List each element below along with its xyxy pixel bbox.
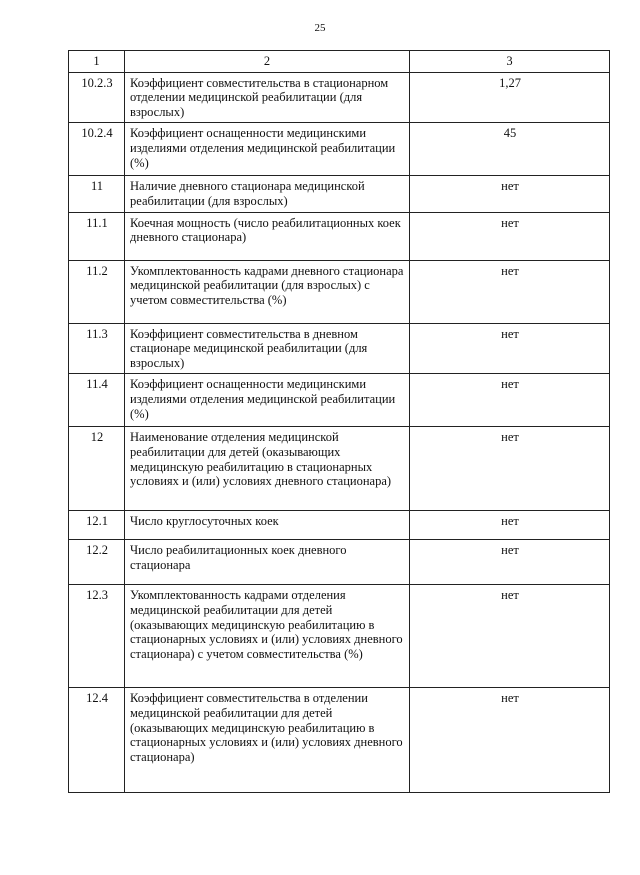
row-value: 1,27 bbox=[410, 72, 610, 123]
table-row bbox=[69, 176, 610, 212]
row-number: 12.2 bbox=[69, 540, 125, 585]
row-value: нет bbox=[410, 540, 610, 585]
row-number: 10.2.3 bbox=[69, 72, 125, 123]
table-row bbox=[69, 323, 610, 374]
row-description: Коэффициент совместительства в стационарном отделении медицинской реабилитации (для взрослых) bbox=[125, 72, 410, 123]
table-row bbox=[69, 688, 610, 793]
row-number: 12 bbox=[69, 427, 125, 511]
row-number: 10.2.4 bbox=[69, 123, 125, 176]
row-number: 11 bbox=[69, 176, 125, 212]
column-header-description: 2 bbox=[125, 51, 410, 73]
row-value: нет bbox=[410, 688, 610, 793]
row-number: 12.4 bbox=[69, 688, 125, 793]
row-number: 12.3 bbox=[69, 585, 125, 688]
table-row bbox=[69, 123, 610, 176]
table-row bbox=[69, 374, 610, 427]
row-value: нет bbox=[410, 511, 610, 540]
row-value: нет bbox=[410, 427, 610, 511]
page-number: 25 bbox=[314, 22, 326, 34]
table-row bbox=[69, 585, 610, 688]
table-header-row bbox=[69, 51, 610, 73]
row-number: 11.3 bbox=[69, 323, 125, 374]
row-description: Коэффициент совместительства в дневном стационаре медицинской реабилитации (для взрослых) bbox=[125, 323, 410, 374]
row-number: 11.2 bbox=[69, 260, 125, 323]
table-row bbox=[69, 72, 610, 123]
table-row bbox=[69, 511, 610, 540]
row-number: 11.1 bbox=[69, 212, 125, 260]
row-description: Коэффициент оснащенности медицинскими изделиями отделения медицинской реабилитации (%) bbox=[125, 123, 410, 176]
row-description: Число круглосуточных коек bbox=[125, 511, 410, 540]
table-row bbox=[69, 212, 610, 260]
row-description: Укомплектованность кадрами отделения медицинской реабилитации для детей (оказывающих медицинскую реабилитацию в стационарных условиях и (или) условиях дневного стационара) с учетом совместительства (%) bbox=[125, 585, 410, 688]
table-row bbox=[69, 427, 610, 511]
row-number: 11.4 bbox=[69, 374, 125, 427]
row-value: нет bbox=[410, 260, 610, 323]
row-description: Коечная мощность (число реабилитационных коек дневного стационара) bbox=[125, 212, 410, 260]
row-value: нет bbox=[410, 176, 610, 212]
column-header-number: 1 bbox=[69, 51, 125, 73]
row-number: 12.1 bbox=[69, 511, 125, 540]
row-description: Коэффициент оснащенности медицинскими изделиями отделения медицинской реабилитации (%) bbox=[125, 374, 410, 427]
row-value: нет bbox=[410, 212, 610, 260]
row-description: Число реабилитационных коек дневного стационара bbox=[125, 540, 410, 585]
row-value: нет bbox=[410, 323, 610, 374]
row-value: 45 bbox=[410, 123, 610, 176]
row-value: нет bbox=[410, 585, 610, 688]
row-description: Укомплектованность кадрами дневного стационара медицинской реабилитации (для взрослых) с учетом совместительства (%) bbox=[125, 260, 410, 323]
table-row bbox=[69, 260, 610, 323]
indicator-table bbox=[68, 50, 610, 793]
row-description: Наименование отделения медицинской реабилитации для детей (оказывающих медицинскую реабилитацию в стационарных условиях и (или) условиях дневного стационара) bbox=[125, 427, 410, 511]
table-row bbox=[69, 540, 610, 585]
row-value: нет bbox=[410, 374, 610, 427]
row-description: Коэффициент совместительства в отделении медицинской реабилитации для детей (оказывающих медицинскую реабилитацию в стационарных условиях и (или) условиях дневного стационара) bbox=[125, 688, 410, 793]
row-description: Наличие дневного стационара медицинской реабилитации (для взрослых) bbox=[125, 176, 410, 212]
column-header-value: 3 bbox=[410, 51, 610, 73]
